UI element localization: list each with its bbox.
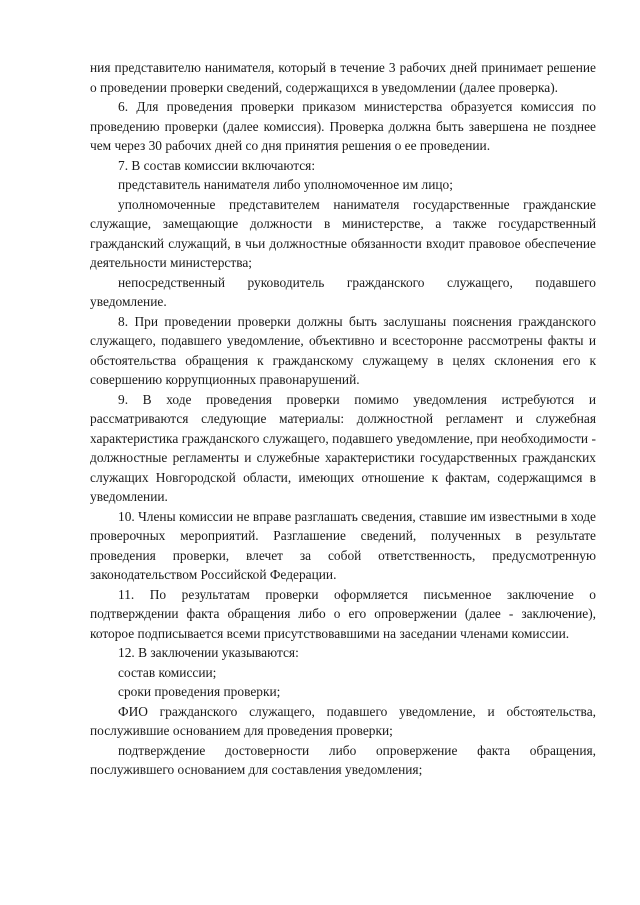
document-page [90, 58, 596, 780]
paragraph-item-12: 12. В заключении указываются: [118, 645, 299, 660]
paragraph-item-11: 11. По результатам проверки оформляется письменное заключение о подтверждении факта обращения либо о его опровержении (далее - заключение), которое подписывается всеми присутствовавшими на заседании членами комиссии. [90, 586, 596, 641]
paragraph-list-entry: уполномоченные представителем нанимателя государственные гражданские служащие, замещающие должности в министерстве, а также государственный гражданский служащий, в чьи должностные обязанности входит правовое обеспечение деятельности министерства; [90, 196, 596, 270]
paragraph-list-entry: представитель нанимателя либо уполномоченное им лицо; [118, 177, 453, 192]
paragraph-item-6: 6. Для проведения проверки приказом министерства образуется комиссия по проведению проверки (далее комиссия). Проверка должна быть завершена не позднее чем через 30 рабочих дней со дня принятия решения о ее проведении. [90, 99, 596, 153]
paragraph-list-entry: ФИО гражданского служащего, подавшего уведомление, и обстоятельства, послужившие основанием для проведения проверки; [90, 703, 596, 738]
paragraph-list-entry: подтверждение достоверности либо опровержение факта обращения, послужившего основанием для составления уведомления; [90, 742, 596, 777]
paragraph-item-10: 10. Члены комиссии не вправе разглашать сведения, ставшие им известными в ходе проверочных мероприятий. Разглашение сведений, полученных в результате проведения проверки, влечет за собой ответственность, предусмотренную законодательством Российской Федерации. [90, 508, 596, 582]
paragraph-list-entry: непосредственный руководитель гражданского служащего, подавшего уведомление. [90, 274, 596, 309]
paragraph-continuation: ния представителю нанимателя, который в течение 3 рабочих дней принимает решение о проведении проверки сведений, содержащихся в уведомлении (далее проверка). [90, 60, 596, 95]
paragraph-item-7: 7. В состав комиссии включаются: [118, 157, 316, 173]
paragraph-list-entry: состав комиссии; [118, 664, 217, 680]
paragraph-list-entry: сроки проведения проверки; [118, 684, 281, 699]
paragraph-item-9: 9. В ходе проведения проверки помимо уведомления истребуются и рассматриваются следующие материалы: должностной регламент и служебная характеристика гражданского служащего, подавшего уведомление, при необходимости - должностные регламенты и служебные характеристики государственных гражданских служащих Новгородской области, имеющих отношение к фактам, содержащимся в уведомлении. [90, 391, 596, 504]
paragraph-item-8: 8. При проведении проверки должны быть заслушаны пояснения гражданского служащего, подавшего уведомление, объективно и всесторонне рассмотрены факты и обстоятельства обращения к гражданскому служащему в целях склонения его к совершению коррупционных правонарушений. [90, 313, 596, 387]
